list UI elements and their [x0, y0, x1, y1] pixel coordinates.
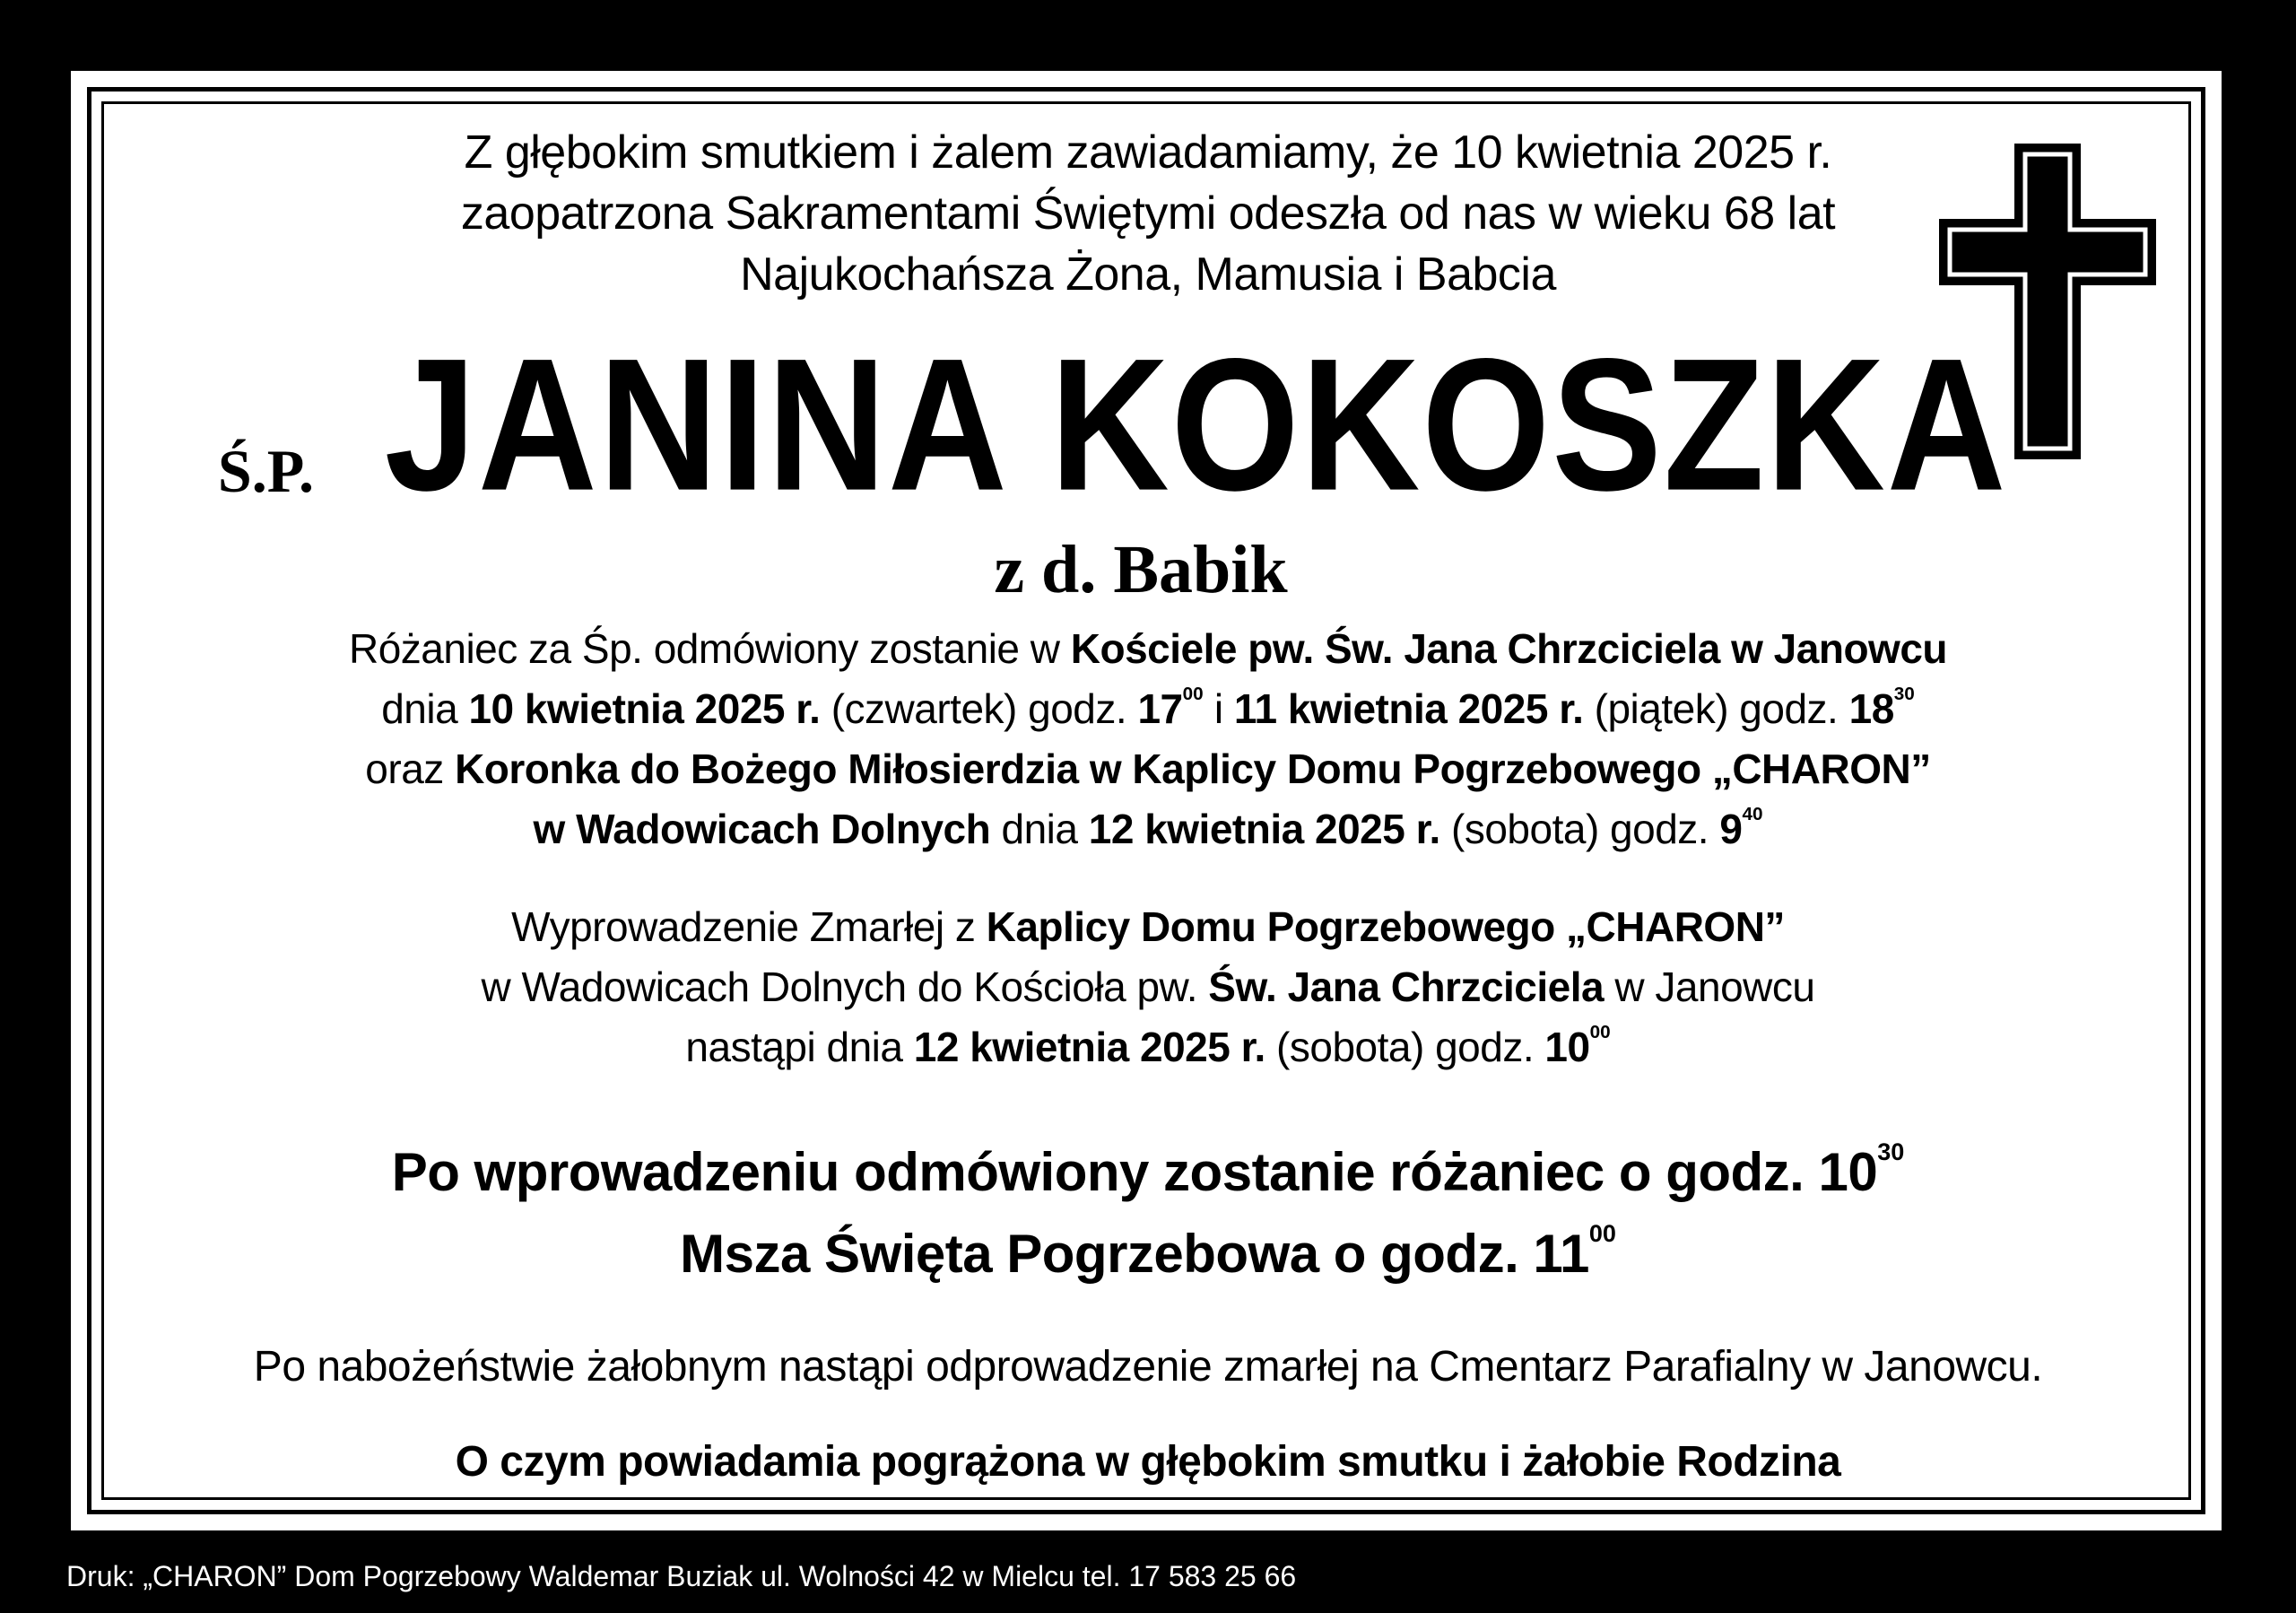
intro-line-1: Z głębokim smutkiem i żalem zawiadamiamy, że 10 kwietnia 2025 r.	[464, 126, 1832, 179]
maiden-name: z d. Babik	[994, 532, 1288, 607]
rosary-line-1: Różaniec za Śp. odmówiony zostanie w Kościele pw. Św. Jana Chrzciciela w Janowcu	[348, 625, 1948, 672]
rosary-line-3: oraz Koronka do Bożego Miłosierdzia w Kaplicy Domu Pogrzebowego „CHARON”	[365, 745, 1931, 792]
service-line-2: Msza Święta Pogrzebowa o godz. $11^{00}$	[680, 1220, 1616, 1284]
intro-line-2: zaopatrzona Sakramentami Świętymi odeszła od nas w wieku 68 lat	[460, 187, 1836, 240]
closing-line: O czym powiadamia pogrążona w głębokim smutku i żałobie Rodzina	[455, 1438, 1841, 1486]
intro-line-3: Najukochańsza Żona, Mamusia i Babcia	[740, 248, 1556, 301]
departure-line-3: nastąpi dnia 12 kwietnia 2025 r. (sobota) godz. $10^{00}$	[685, 1022, 1611, 1070]
rosary-line-4: w Wadowicach Dolnych dnia 12 kwietnia 2025 r. (sobota) godz. $9^{40}$	[533, 804, 1763, 852]
service-line-1: Po wprowadzeniu odmówiony zostanie różaniec o godz. $10^{30}$	[391, 1138, 1905, 1202]
burial-line: Po nabożeństwie żałobnym nastąpi odprowadzenie zmarłej na Cmentarz Parafialny w Janowcu.	[253, 1343, 2043, 1391]
latin-cross-icon	[1939, 144, 2156, 459]
deceased-name: JANINA KOKOSZKA	[384, 319, 2008, 530]
departure-line-1: Wyprowadzenie Zmarłej z Kaplicy Domu Pogrzebowego „CHARON”	[511, 903, 1785, 950]
rosary-line-2: dnia 10 kwietnia 2025 r. (czwartek) godz. $17^{00}$ i 11 kwietnia 2025 r. (piątek) godz. $18^{30}$	[381, 684, 1915, 732]
departure-line-2: w Wadowicach Dolnych do Kościoła pw. Św. Jana Chrzciciela w Janowcu	[481, 963, 1815, 1010]
deceased-prefix: Ś.P.	[217, 437, 314, 505]
printer-footer: Druk: „CHARON” Dom Pogrzebowy Waldemar Buziak ul. Wolności 42 w Mielcu tel. 17 583 25 66	[66, 1560, 1297, 1592]
